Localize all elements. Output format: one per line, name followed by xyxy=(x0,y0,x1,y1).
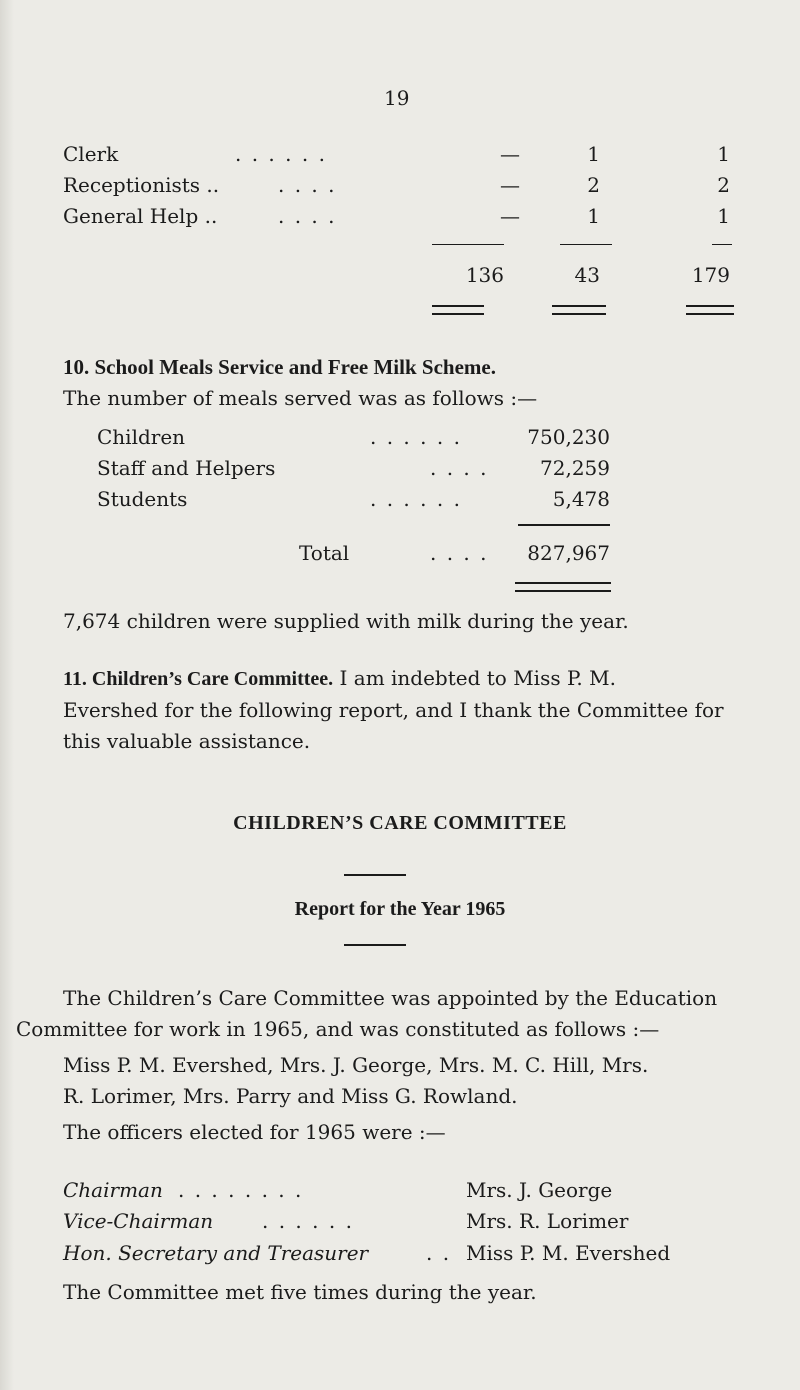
meals-row-label: Staff and Helpers xyxy=(97,456,276,480)
meals-row-value: 750,230 xyxy=(527,425,610,449)
closing-text: The Committee met five times during the year. xyxy=(63,1280,537,1304)
officer-role: Chairman xyxy=(63,1178,163,1202)
leader-dots: . . . . xyxy=(278,173,337,197)
leader-dots: . . . . xyxy=(430,456,489,480)
report-subtitle: Report for the Year 1965 xyxy=(294,898,506,920)
cell-col1: — xyxy=(500,142,520,166)
cell-col3: 1 xyxy=(717,204,730,228)
cell-col1: — xyxy=(500,204,520,228)
officer-name: Mrs. R. Lorimer xyxy=(466,1209,629,1233)
leader-dots: . . . . xyxy=(278,204,337,228)
cell-col2: 2 xyxy=(587,173,600,197)
page-edge-shadow xyxy=(0,0,14,1390)
section-10-intro: The number of meals served was as follows :— xyxy=(63,386,538,410)
section-11-heading: 11. Children’s Care Committee. xyxy=(63,668,334,690)
row-label: General Help .. xyxy=(63,204,218,228)
committee-text: The Children’s Care Committee was appointed by the Education xyxy=(63,986,718,1010)
leader-dots: . . . . . . xyxy=(235,142,327,166)
leader-dots: . . xyxy=(426,1241,452,1265)
subtitle-rule xyxy=(344,944,406,946)
meals-row-value: 72,259 xyxy=(540,456,610,480)
cell-col1: — xyxy=(500,173,520,197)
section-11-text: I am indebted to Miss P. M. xyxy=(339,666,616,690)
leader-dots: . . . . xyxy=(430,541,489,565)
row-label: Clerk xyxy=(63,142,119,166)
cell-col2: 1 xyxy=(587,142,600,166)
total-col2: 43 xyxy=(574,263,600,287)
subtotal-rule xyxy=(560,244,612,245)
total-double-rule xyxy=(686,305,734,315)
section-11-text: Evershed for the following report, and I thank the Committee for xyxy=(63,698,724,722)
section-11-paragraph xyxy=(63,663,743,757)
officer-name: Miss P. M. Evershed xyxy=(466,1241,671,1265)
leader-dots: . . . . . . xyxy=(262,1209,354,1233)
section-11-text: this valuable assistance. xyxy=(63,729,311,753)
officer-role: Hon. Secretary and Treasurer xyxy=(63,1241,369,1265)
section-10-heading: 10. School Meals Service and Free Milk Scheme. xyxy=(63,355,496,379)
meals-row-label: Students xyxy=(97,487,188,511)
meals-subtotal-rule xyxy=(518,524,610,526)
leader-dots: . . . . . . xyxy=(370,425,462,449)
meals-row-label: Children xyxy=(97,425,186,449)
members-text: R. Lorimer, Mrs. Parry and Miss G. Rowland. xyxy=(63,1084,518,1108)
total-col3: 179 xyxy=(691,263,730,287)
meals-total-label: Total xyxy=(299,541,350,565)
cell-col2: 1 xyxy=(587,204,600,228)
meals-row-value: 5,478 xyxy=(552,487,610,511)
subtotal-rule xyxy=(712,244,732,245)
leader-dots: . . . . . . xyxy=(370,487,462,511)
officer-role: Vice-Chairman xyxy=(63,1209,214,1233)
total-double-rule xyxy=(432,305,484,315)
officers-intro: The officers elected for 1965 were :— xyxy=(63,1120,446,1144)
meals-total-double-rule xyxy=(515,582,611,592)
total-col1: 136 xyxy=(465,263,504,287)
leader-dots: . . . . . . . . xyxy=(178,1178,304,1202)
cell-col3: 2 xyxy=(717,173,730,197)
subtotal-rule xyxy=(432,244,504,245)
page-number: 19 xyxy=(384,86,410,110)
committee-title: CHILDREN’S CARE COMMITTEE xyxy=(233,812,567,834)
milk-note: 7,674 children were supplied with milk during the year. xyxy=(63,609,629,633)
committee-text: Committee for work in 1965, and was constituted as follows :— xyxy=(16,1017,660,1041)
total-double-rule xyxy=(552,305,606,315)
officer-name: Mrs. J. George xyxy=(466,1178,613,1202)
row-label: Receptionists .. xyxy=(63,173,220,197)
members-paragraph xyxy=(63,1050,648,1112)
title-rule xyxy=(344,874,406,876)
members-text: Miss P. M. Evershed, Mrs. J. George, Mrs. M. C. Hill, Mrs. xyxy=(63,1053,649,1077)
cell-col3: 1 xyxy=(717,142,730,166)
meals-total-value: 827,967 xyxy=(527,541,610,565)
committee-paragraph xyxy=(16,983,718,1045)
